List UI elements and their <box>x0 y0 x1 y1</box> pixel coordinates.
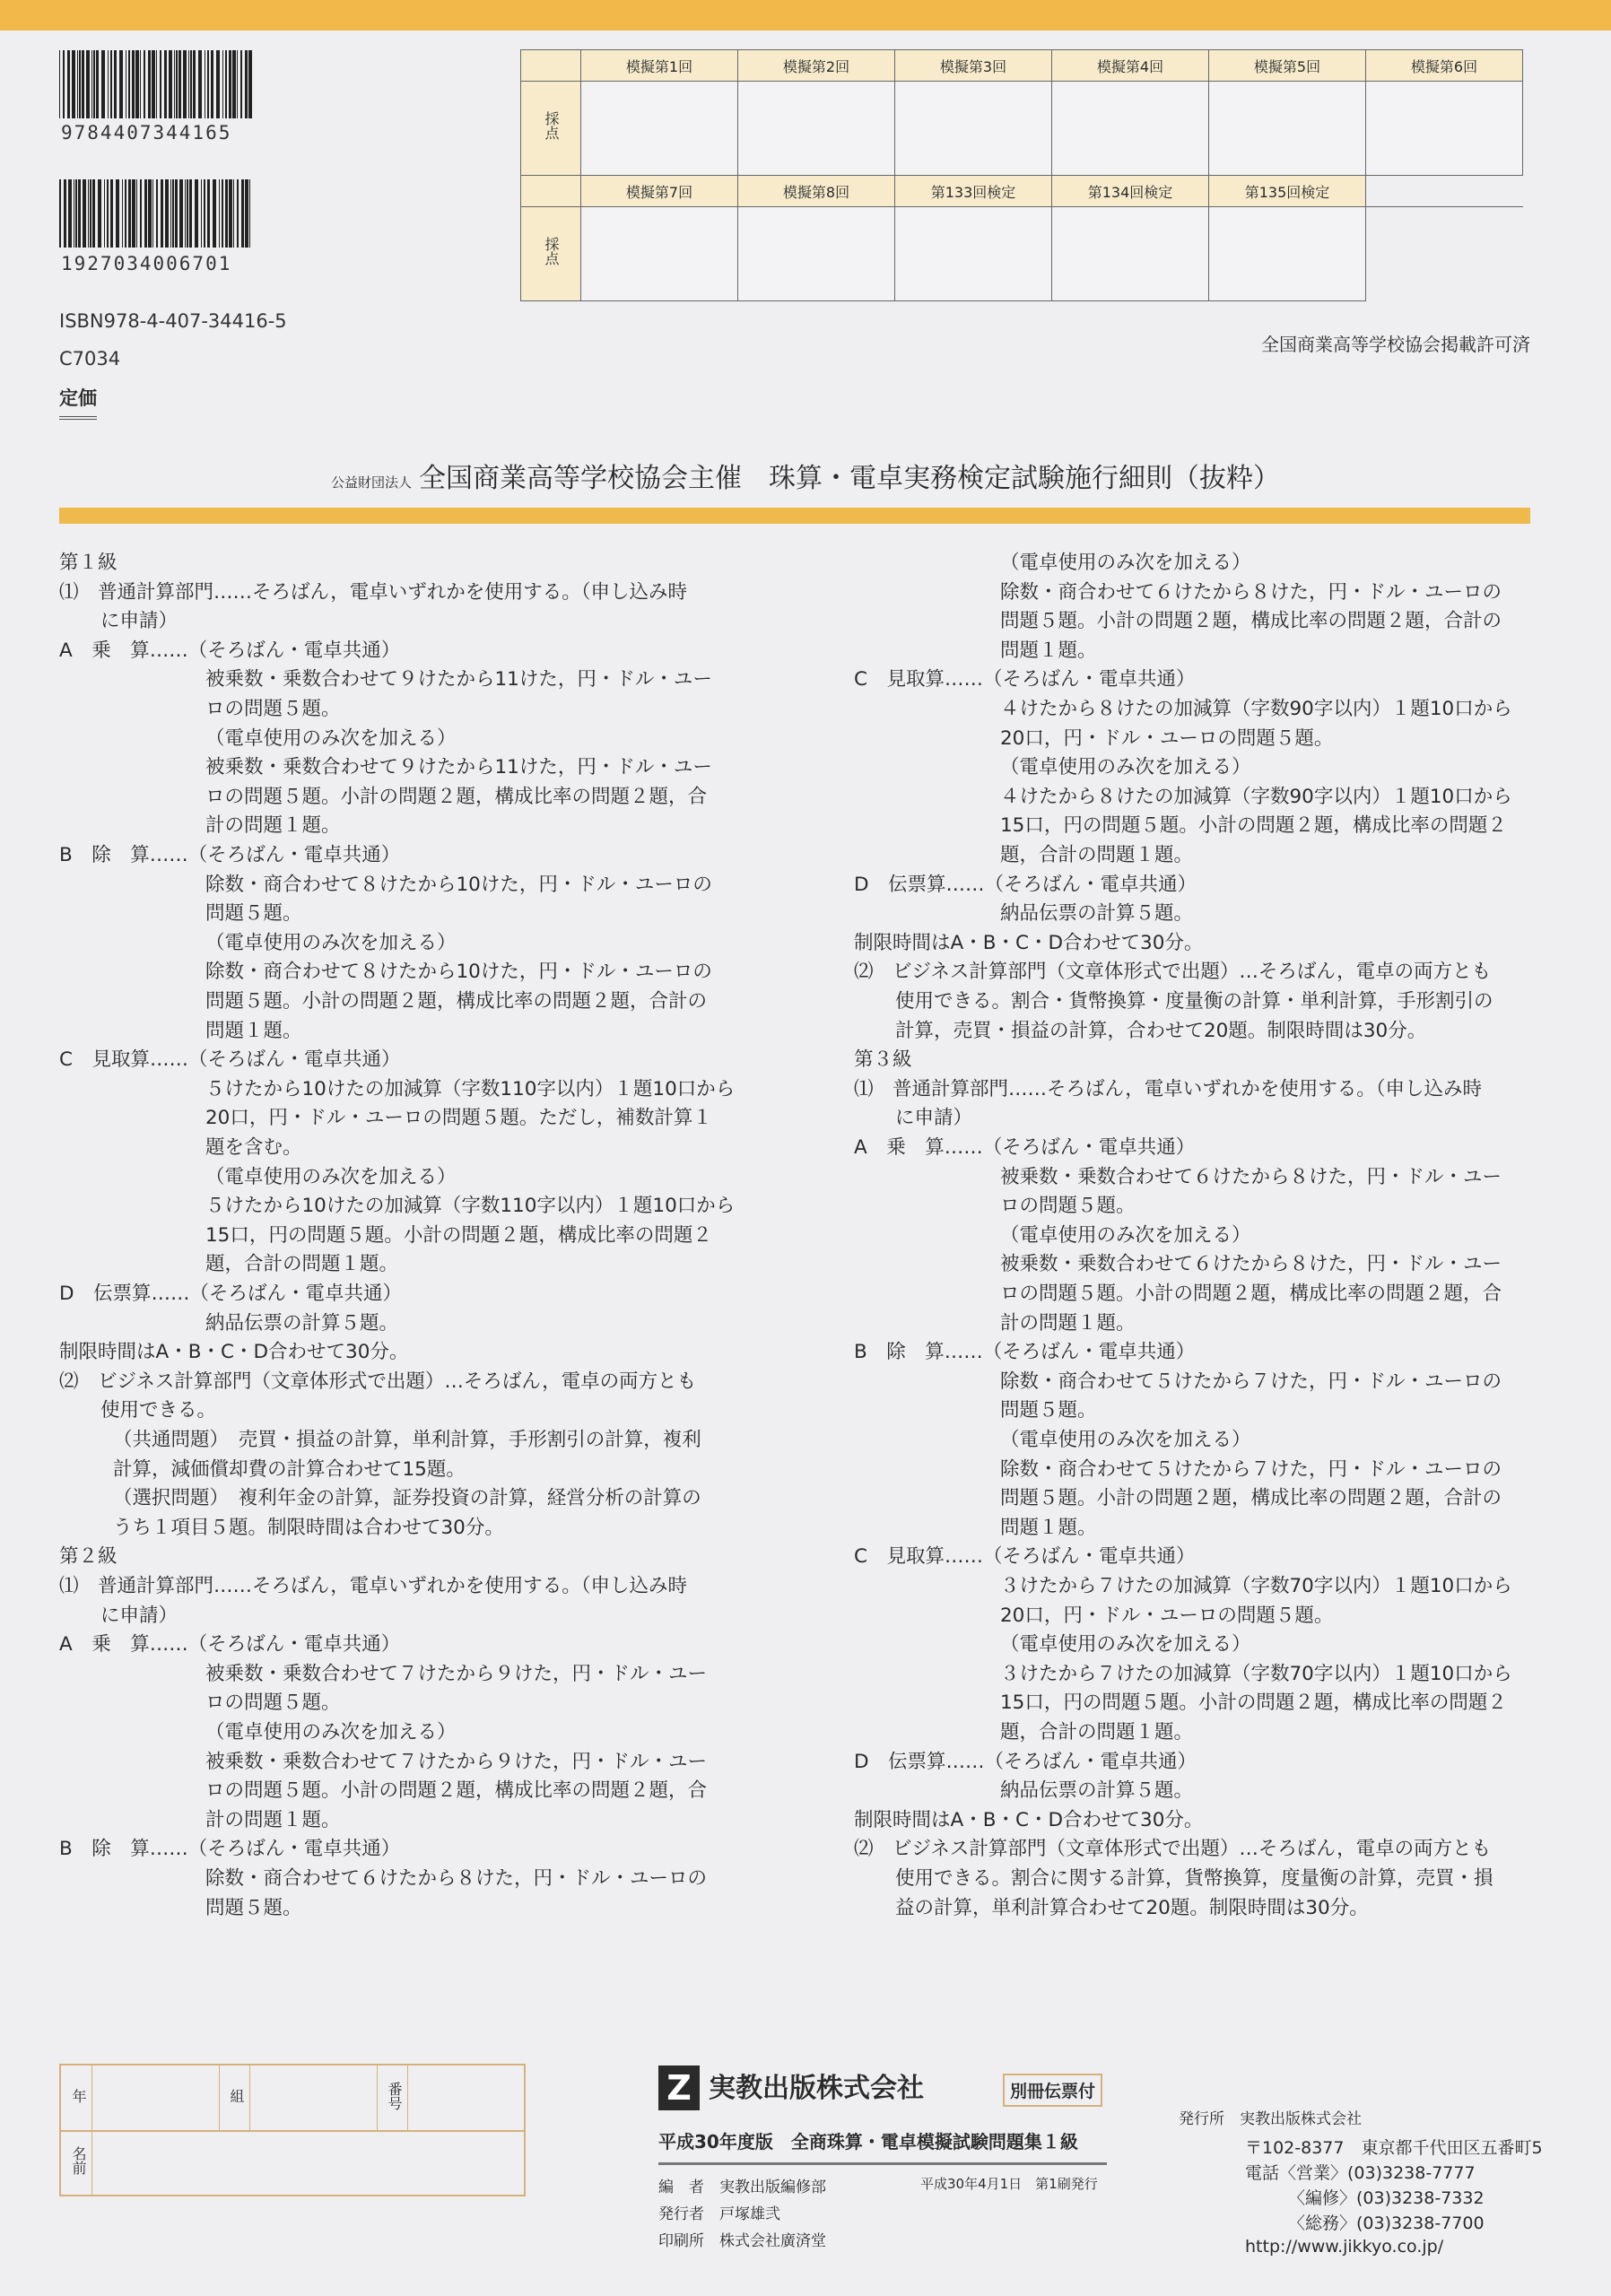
barcode-bar <box>67 50 70 118</box>
barcode-bar <box>248 50 252 118</box>
rule-line: ロの問題５題。小計の問題２題，構成比率の問題２題，合 <box>1000 1283 1502 1305</box>
rule-line: 使用できる。割合・貨幣換算・度量衡の計算・単利計算，手形割引の <box>895 990 1493 1013</box>
rule-line: D 伝票算……（そろばん・電卓共通） <box>854 873 1197 896</box>
rule-line: ロの問題５題。 <box>205 1692 341 1715</box>
score-cell[interactable] <box>1052 207 1209 301</box>
barcode-bar <box>193 50 196 118</box>
rule-line: （電卓使用のみ次を加える） <box>1000 1429 1251 1451</box>
barcode-bar <box>128 179 131 248</box>
rule-line: 15口，円の問題５題。小計の問題２題，構成比率の問題２ <box>205 1223 712 1247</box>
barcode-bar <box>98 179 101 248</box>
barcode-bar <box>232 50 236 118</box>
rule-line: 15口，円の問題５題。小計の問題２題，構成比率の問題２ <box>1000 814 1507 838</box>
barcode-bar <box>140 50 141 118</box>
barcode-bar <box>104 179 105 248</box>
barcode-bar <box>201 179 202 248</box>
rule-line: D 伝票算……（そろばん・電卓共通） <box>854 1750 1197 1773</box>
barcode-bar <box>114 50 117 118</box>
score-table <box>520 49 1523 301</box>
barcode-isbn <box>59 50 257 118</box>
isbn-text: ISBN978-4-407-34416-5 <box>59 310 287 332</box>
score-cell[interactable] <box>1209 82 1366 176</box>
permission-note: 全国商業高等学校協会掲載許可済 <box>1261 334 1530 355</box>
barcode-bar <box>82 50 84 118</box>
barcode-bar <box>179 179 183 248</box>
score-header: 模擬第4回 <box>1052 50 1209 82</box>
barcode-bar <box>78 179 81 248</box>
rule-line: （電卓使用のみ次を加える） <box>1000 1633 1251 1657</box>
barcode-bar <box>152 179 153 248</box>
rule-line: に申請） <box>100 1604 179 1627</box>
rule-line: ロの問題５題。 <box>205 698 341 720</box>
barcode-bar <box>219 179 220 248</box>
barcode-bar <box>160 50 161 118</box>
rule-line: （電卓使用のみ次を加える） <box>1000 1223 1251 1247</box>
barcode-bar <box>222 179 223 248</box>
office-label: 発行所 実教出版株式会社 <box>1179 2110 1362 2128</box>
barcode-bar <box>156 50 157 118</box>
barcode-bar <box>240 50 242 118</box>
barcode-bar <box>75 179 77 248</box>
class-field[interactable] <box>251 2067 375 2128</box>
rule-line: に申請） <box>895 1107 973 1130</box>
rule-line: 被乗数・乗数合わせて６けたから８けた，円・ドル・ユー <box>1000 1253 1502 1276</box>
score-label: 採点 <box>521 207 581 301</box>
rule-line: 益の計算，単利計算合わせて20題。制限時間は30分。 <box>895 1896 1369 1919</box>
rule-line: 計の問題１題。 <box>1000 1311 1136 1335</box>
rule-line: 第２級 <box>59 1545 118 1569</box>
barcode-bar <box>225 179 228 248</box>
rule-line: 被乗数・乗数合わせて７けたから９けた，円・ドル・ユー <box>205 1662 708 1685</box>
top-orange-band <box>0 0 1611 30</box>
barcode-bar <box>92 179 95 248</box>
class-label: 組 <box>228 2089 245 2103</box>
publish-date: 平成30年4月1日 第1刷発行 <box>920 2176 1098 2192</box>
rule-line: 15口，円の問題５題。小計の問題２題，構成比率の問題２ <box>1000 1692 1507 1715</box>
barcode-bar <box>175 179 178 248</box>
barcode-bar <box>229 50 231 118</box>
rule-line: 題，合計の問題１題。 <box>205 1253 399 1276</box>
score-header: 模擬第5回 <box>1209 50 1366 82</box>
rule-line: 被乗数・乗数合わせて９けたから11けた，円・ドル・ユー <box>205 756 712 779</box>
rule-line: ロの問題５題。小計の問題２題，構成比率の問題２題，合 <box>205 1779 708 1803</box>
barcode-bar <box>241 179 244 248</box>
barcode-bar <box>64 179 66 248</box>
rule-line: D 伝票算……（そろばん・電卓共通） <box>59 1283 403 1305</box>
barcode-bar <box>170 179 171 248</box>
barcode-bar <box>77 50 78 118</box>
rule-line: ３けたから７けたの加減算（字数70字以内）１題10口から <box>1000 1662 1512 1685</box>
number-label: 番号 <box>386 2082 403 2110</box>
score-label: 採点 <box>521 82 581 176</box>
rule-line: B 除 算……（そろばん・電卓共通） <box>854 1341 1196 1364</box>
tel-edit: 〈編修〉(03)3238-7332 <box>1288 2188 1485 2208</box>
rule-line: 制限時間はA・B・C・D合わせて30分。 <box>59 1341 409 1364</box>
rule-line: C 見取算……（そろばん・電卓共通） <box>854 668 1196 691</box>
rule-line: 除数・商合わせて８けたから10けた，円・ドル・ユーロの <box>205 961 712 984</box>
barcode-price <box>59 179 257 248</box>
rule-line: 除数・商合わせて５けたから７けた，円・ドル・ユーロの <box>1000 1457 1502 1481</box>
barcode-bar <box>90 179 91 248</box>
barcode-bar <box>249 179 250 248</box>
score-cell[interactable] <box>581 82 738 176</box>
rule-line: （電卓使用のみ次を加える） <box>1000 756 1251 779</box>
barcode-bar <box>140 179 142 248</box>
barcode-bar <box>211 50 213 118</box>
barcode-bar <box>144 50 145 118</box>
barcode-bar <box>176 50 178 118</box>
score-cell[interactable] <box>1209 207 1366 301</box>
rule-line: 計算，減価償却費の計算合わせて15題。 <box>113 1457 466 1481</box>
rule-line: 問題１題。 <box>1000 1516 1097 1539</box>
score-header: 模擬第3回 <box>895 50 1052 82</box>
rule-line: 20口，円・ドル・ユーロの問題５題。ただし，補数計算１ <box>205 1107 712 1130</box>
rule-line: 制限時間はA・B・C・D合わせて30分。 <box>854 931 1204 954</box>
barcode-bar <box>101 50 105 118</box>
rule-line: （電卓使用のみ次を加える） <box>205 1165 457 1188</box>
rule-line: （電卓使用のみ次を加える） <box>1000 552 1251 574</box>
rule-line: 問題５題。小計の問題２題，構成比率の問題２題，合計の <box>1000 1487 1502 1510</box>
barcode-bar <box>107 179 109 248</box>
rule-line: B 除 算……（そろばん・電卓共通） <box>59 1838 401 1861</box>
rule-line: 問題１題。 <box>205 1019 302 1042</box>
price-label: 定価 <box>59 384 97 420</box>
rule-line: （電卓使用のみ次を加える） <box>205 1721 457 1744</box>
barcode-bar <box>148 179 152 248</box>
barcode-bar <box>229 179 232 248</box>
barcode-bar <box>245 50 248 118</box>
tel-general: 〈総務〉(03)3238-7700 <box>1288 2213 1485 2233</box>
barcode-bar <box>172 179 174 248</box>
orange-rule <box>59 508 1530 524</box>
rule-line: 計の問題１題。 <box>205 814 341 838</box>
rule-line: ロの問題５題。 <box>1000 1195 1136 1218</box>
number-field[interactable] <box>409 2067 522 2128</box>
c-code: C7034 <box>59 348 121 370</box>
barcode-bar <box>63 50 65 118</box>
barcode-bar <box>93 50 95 118</box>
rule-line: 計算，売買・損益の計算，合わせて20題。制限時間は30分。 <box>895 1019 1427 1042</box>
score-header: 模擬第7回 <box>581 176 738 207</box>
rule-line: ４けたから８けたの加減算（字数90字以内）１題10口から <box>1000 698 1512 720</box>
barcode-bar <box>164 50 167 118</box>
barcode-bar <box>132 50 135 118</box>
rule-line: ⑵ ビジネス計算部門（文章体形式で出題）…そろばん，電卓の両方とも <box>854 1838 1492 1861</box>
rule-line: に申請） <box>100 610 179 633</box>
rule-line: 除数・商合わせて６けたから８けた，円・ドル・ユーロの <box>1000 580 1502 604</box>
score-header: 模擬第2回 <box>738 50 895 82</box>
barcode-bar <box>156 179 158 248</box>
rule-line: 除数・商合わせて６けたから８けた，円・ドル・ユーロの <box>205 1867 708 1890</box>
barcode-bar <box>125 179 126 248</box>
rule-line: 使用できる。 <box>100 1399 217 1422</box>
barcode-bar <box>204 179 205 248</box>
barcode-bar <box>222 50 223 118</box>
barcode-bar <box>83 179 86 248</box>
barcode-bar <box>169 50 172 118</box>
rule-line: （選択問題） 複利年金の計算，証券投資の計算，経営分析の計算の <box>113 1487 701 1510</box>
barcode-bar <box>183 50 187 118</box>
rule-line: 納品伝票の計算５題。 <box>1000 902 1194 926</box>
rule-line: （共通問題） 売買・損益の計算，単利計算，手形割引の計算，複利 <box>113 1429 701 1451</box>
rule-line: C 見取算……（そろばん・電卓共通） <box>59 1048 401 1072</box>
name-form <box>59 2064 526 2196</box>
barcode-bar <box>135 50 139 118</box>
address: 〒102-8377 東京都千代田区五番町5 <box>1245 2138 1543 2158</box>
barcode-bar <box>198 50 202 118</box>
rule-line: 被乗数・乗数合わせて９けたから11けた，円・ドル・ユー <box>205 668 712 691</box>
barcode-bar <box>189 179 192 248</box>
barcode-bar <box>233 179 234 248</box>
rule-line: 問題５題。 <box>205 902 302 926</box>
rule-line: ⑵ ビジネス計算部門（文章体形式で出題）…そろばん，電卓の両方とも <box>59 1370 697 1393</box>
rule-line: 問題５題。 <box>1000 1399 1097 1422</box>
rule-line: ５けたから10けたの加減算（字数110字以内）１題10口から <box>205 1077 736 1100</box>
issuer: 発行者 戸塚雄弐 <box>658 2205 780 2223</box>
rule-line: 除数・商合わせて５けたから７けた，円・ドル・ユーロの <box>1000 1370 1502 1393</box>
rule-line: 第１級 <box>59 552 118 574</box>
rule-line: （電卓使用のみ次を加える） <box>205 726 457 750</box>
score-cell[interactable] <box>1052 82 1209 176</box>
score-cell[interactable] <box>738 207 895 301</box>
rule-line: ロの問題５題。小計の問題２題，構成比率の問題２題，合 <box>205 785 708 808</box>
score-header: 第135回検定 <box>1209 176 1366 207</box>
barcode-bar <box>86 50 90 118</box>
barcode-bar <box>207 50 209 118</box>
website-url[interactable]: http://www.jikkyo.co.jp/ <box>1245 2237 1444 2257</box>
rule-line: ⑵ ビジネス計算部門（文章体形式で出題）…そろばん，電卓の両方とも <box>854 961 1492 984</box>
score-cell[interactable] <box>895 82 1052 176</box>
barcode-bar <box>136 179 137 248</box>
barcode-bar <box>132 179 135 248</box>
rule-line: ⑴ 普通計算部門……そろばん，電卓いずれかを使用する。（申し込み時 <box>59 580 688 604</box>
score-cell[interactable] <box>581 207 738 301</box>
rule-line: 問題１題。 <box>1000 639 1097 662</box>
barcode-bar <box>59 50 60 118</box>
rule-line: 計の問題１題。 <box>205 1808 341 1831</box>
barcode-bar <box>245 179 248 248</box>
score-header: 第134回検定 <box>1052 176 1209 207</box>
rule-line: 第３級 <box>854 1048 912 1072</box>
barcode-number-2: 1927034006701 <box>61 253 232 274</box>
rule-line: A 乗 算……（そろばん・電卓共通） <box>59 639 401 662</box>
score-header: 模擬第8回 <box>738 176 895 207</box>
barcode-bar <box>185 179 186 248</box>
barcode-bar <box>195 179 198 248</box>
rule-line: （電卓使用のみ次を加える） <box>205 931 457 954</box>
name-label: 名前 <box>70 2146 87 2175</box>
barcode-bar <box>188 50 189 118</box>
barcode-bar <box>187 179 188 248</box>
rule-line: 被乗数・乗数合わせて６けたから８けた，円・ドル・ユー <box>1000 1165 1502 1188</box>
barcode-bar <box>237 179 239 248</box>
rule-line: 20口，円・ドル・ユーロの問題５題。 <box>1000 726 1334 750</box>
rule-line: 20口，円・ドル・ユーロの問題５題。 <box>1000 1604 1334 1627</box>
barcode-bar <box>108 50 109 118</box>
barcode-bar <box>91 50 92 118</box>
rule-line: ⑴ 普通計算部門……そろばん，電卓いずれかを使用する。（申し込み時 <box>854 1077 1483 1100</box>
rule-line: 制限時間はA・B・C・D合わせて30分。 <box>854 1808 1204 1831</box>
rule-line: 題，合計の問題１題。 <box>1000 1721 1194 1744</box>
rule-line: 納品伝票の計算５題。 <box>1000 1779 1194 1803</box>
rule-line: C 見取算……（そろばん・電卓共通） <box>854 1545 1196 1569</box>
rule-line: 問題５題。小計の問題２題，構成比率の問題２題，合計の <box>205 990 708 1013</box>
printer: 印刷所 株式会社廣済堂 <box>658 2232 826 2250</box>
score-header: 模擬第1回 <box>581 50 738 82</box>
rule-line: ３けたから７けたの加減算（字数70字以内）１題10口から <box>1000 1575 1512 1597</box>
barcode-bar <box>144 179 147 248</box>
barcode-number-1: 9784407344165 <box>61 122 232 144</box>
publisher-logo: Z <box>658 2066 700 2110</box>
rule-line: B 除 算……（そろばん・電卓共通） <box>59 844 401 866</box>
barcode-bar <box>213 179 216 248</box>
section-title: 公益財団法人 全国商業高等学校協会主催 珠算・電卓実務検定試験施行細則（抜粋） <box>330 463 1280 494</box>
barcode-bar <box>174 50 175 118</box>
barcode-bar <box>79 50 81 118</box>
publisher-name: 実教出版株式会社 <box>709 2073 924 2104</box>
score-header: 模擬第6回 <box>1366 50 1523 82</box>
score-cell[interactable] <box>1366 82 1523 176</box>
rule-line: うち１項目５題。制限時間は合わせて30分。 <box>113 1516 504 1539</box>
year-field[interactable] <box>93 2067 217 2128</box>
barcode-bar <box>148 50 151 118</box>
barcode-bar <box>237 50 238 118</box>
rule-line: ５けたから10けたの加減算（字数110字以内）１題10口から <box>205 1195 736 1218</box>
barcode-bar <box>161 179 163 248</box>
rule-line: 使用できる。割合に関する計算，貨幣換算，度量衡の計算，売買・損 <box>895 1867 1493 1890</box>
barcode-bar <box>88 179 89 248</box>
barcode-bar <box>59 179 61 248</box>
score-cell[interactable] <box>895 207 1052 301</box>
barcode-bar <box>116 179 119 248</box>
rule-line: 題を含む。 <box>205 1136 302 1159</box>
tel-sales: 電話〈営業〉(03)3238-7777 <box>1245 2163 1476 2183</box>
name-field[interactable] <box>93 2132 522 2193</box>
rule-line: 問題５題。 <box>205 1896 302 1919</box>
barcode-bar <box>128 50 130 118</box>
editor: 編 者 実教出版編修部 <box>658 2179 826 2196</box>
rule-line: 被乗数・乗数合わせて７けたから９けた，円・ドル・ユー <box>205 1750 708 1773</box>
rule-line: 題，合計の問題１題。 <box>1000 844 1194 866</box>
barcode-bar <box>119 50 123 118</box>
rule-line: 問題５題。小計の問題２題，構成比率の問題２題，合計の <box>1000 610 1502 633</box>
rule-line: ４けたから８けたの加減算（字数90字以内）１題10口から <box>1000 785 1512 808</box>
barcode-bar <box>190 50 192 118</box>
rule-line: A 乗 算……（そろばん・電卓共通） <box>59 1633 401 1657</box>
score-cell[interactable] <box>738 82 895 176</box>
barcode-bar <box>122 179 123 248</box>
year-label: 年 <box>70 2089 87 2103</box>
barcode-bar <box>165 179 169 248</box>
barcode-bar <box>110 179 113 248</box>
barcode-bar <box>207 179 210 248</box>
barcode-bar <box>96 50 99 118</box>
barcode-bar <box>152 50 155 118</box>
barcode-bar <box>72 50 75 118</box>
supplement-badge: 別冊伝票付 <box>1003 2074 1102 2107</box>
barcode-bar <box>68 179 72 248</box>
rule-line: ⑴ 普通計算部門……そろばん，電卓いずれかを使用する。（申し込み時 <box>59 1575 688 1597</box>
barcode-bar <box>216 50 220 118</box>
barcode-bar <box>110 50 112 118</box>
rule-line: A 乗 算……（そろばん・電卓共通） <box>854 1136 1196 1159</box>
rule-line: 納品伝票の計算５題。 <box>205 1311 399 1335</box>
book-title: 平成30年度版 全商珠算・電卓模擬試験問題集１級 <box>658 2127 1107 2165</box>
score-header: 第133回検定 <box>895 176 1052 207</box>
barcode-bar <box>179 50 181 118</box>
rule-line: 除数・商合わせて８けたから10けた，円・ドル・ユーロの <box>205 873 712 896</box>
barcode-bar <box>225 50 227 118</box>
